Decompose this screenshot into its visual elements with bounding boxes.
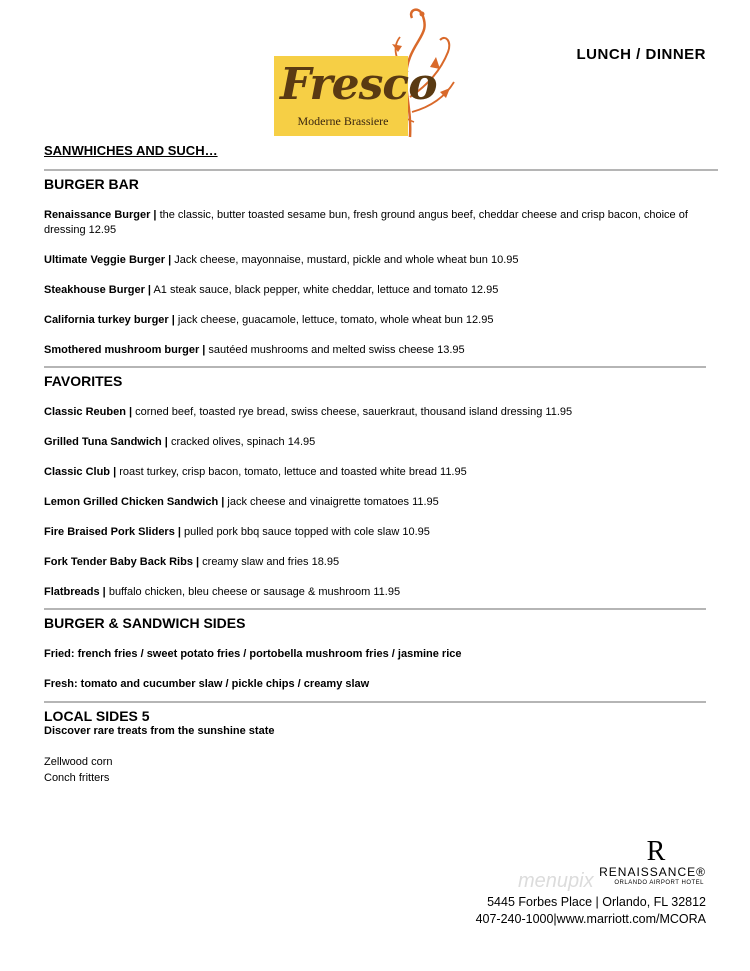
item-name: Flatbreads | bbox=[44, 586, 106, 598]
menu-item bbox=[44, 465, 706, 480]
logo-wordmark: Fresco bbox=[280, 59, 437, 110]
item-name: Fork Tender Baby Back Ribs | bbox=[44, 556, 200, 568]
hotel-contact: 407-240-1000|www.marriott.com/MCORA bbox=[475, 912, 706, 926]
divider bbox=[44, 701, 706, 703]
item-description: buffalo chicken, bleu cheese or sausage & mushroom 11.95 bbox=[105, 586, 401, 598]
item-description: corned beef, toasted rye bread, swiss cheese, sauerkraut, thousand island dressing 11.95 bbox=[132, 406, 573, 418]
item-name: California turkey burger | bbox=[44, 314, 175, 326]
menu-item bbox=[44, 253, 706, 268]
item-description: the classic, butter toasted sesame bun, fresh ground angus beef, cheddar cheese and crisp bacon, choice of dressing 12.95 bbox=[44, 209, 688, 236]
item-name: Classic Club | bbox=[44, 466, 117, 478]
item-description: roast turkey, crisp bacon, tomato, lettuce and toasted white bread 11.95 bbox=[116, 466, 467, 478]
item-name: Ultimate Veggie Burger | bbox=[44, 254, 172, 266]
item-description: Jack cheese, mayonnaise, mustard, pickle and whole wheat bun 10.95 bbox=[171, 254, 519, 266]
divider bbox=[44, 169, 718, 171]
section-heading-sides: BURGER & SANDWICH SIDES bbox=[44, 615, 246, 631]
section-heading-burger-bar: BURGER BAR bbox=[44, 176, 139, 192]
item-name: Grilled Tuna Sandwich | bbox=[44, 436, 168, 448]
item-description: sautéed mushrooms and melted swiss cheese 13.95 bbox=[205, 344, 465, 356]
menu-item bbox=[44, 343, 706, 358]
menu-item bbox=[44, 585, 706, 600]
item-name: Smothered mushroom burger | bbox=[44, 344, 206, 356]
menu-type-title: LUNCH / DINNER bbox=[576, 46, 706, 63]
divider bbox=[44, 608, 706, 610]
item-name: Steakhouse Burger | bbox=[44, 284, 151, 296]
brand-letter: R bbox=[646, 836, 666, 864]
item-name: Classic Reuben | bbox=[44, 406, 133, 418]
menu-item bbox=[44, 555, 706, 570]
menu-item bbox=[44, 435, 706, 450]
watermark: menupix bbox=[518, 870, 594, 892]
item-description: A1 steak sauce, black pepper, white cheddar, lettuce and tomato 12.95 bbox=[151, 284, 499, 296]
brand-subtitle: ORLANDO AIRPORT HOTEL bbox=[614, 880, 704, 886]
fresh-sides-line: Fresh: tomato and cucumber slaw / pickle chips / creamy slaw bbox=[44, 678, 370, 690]
item-description: jack cheese, guacamole, lettuce, tomato, whole wheat bun 12.95 bbox=[174, 314, 494, 326]
item-description: pulled pork bbq sauce topped with cole slaw 10.95 bbox=[180, 526, 430, 538]
logo-tagline: Moderne Brassiere bbox=[297, 114, 389, 128]
menu-item bbox=[44, 313, 706, 328]
item-name: Fire Braised Pork Sliders | bbox=[44, 526, 181, 538]
hotel-address: 5445 Forbes Place | Orlando, FL 32812 bbox=[487, 895, 706, 909]
item-description: jack cheese and vinaigrette tomatoes 11.95 bbox=[224, 496, 439, 508]
section-heading-local-sides: LOCAL SIDES 5 bbox=[44, 708, 150, 724]
item-name: Lemon Grilled Chicken Sandwich | bbox=[44, 496, 225, 508]
renaissance-r-logo-icon bbox=[642, 836, 670, 864]
fresco-logo bbox=[270, 2, 460, 140]
brand-name: RENAISSANCE® bbox=[599, 865, 706, 879]
menu-item bbox=[44, 405, 706, 420]
fried-sides-line: Fried: french fries / sweet potato fries / portobella mushroom fries / jasmine rice bbox=[44, 648, 462, 660]
divider bbox=[44, 366, 706, 368]
item-description: cracked olives, spinach 14.95 bbox=[167, 436, 316, 448]
menu-item bbox=[44, 208, 706, 238]
item-description: creamy slaw and fries 18.95 bbox=[199, 556, 340, 568]
page-title: SANWHICHES AND SUCH… bbox=[44, 143, 218, 158]
item-name: Renaissance Burger | bbox=[44, 209, 157, 221]
list-item: Zellwood corn bbox=[44, 756, 113, 768]
menu-item bbox=[44, 495, 706, 510]
menu-item bbox=[44, 525, 706, 540]
menu-item bbox=[44, 283, 706, 298]
section-heading-favorites: FAVORITES bbox=[44, 373, 123, 389]
list-item: Conch fritters bbox=[44, 772, 110, 784]
local-sides-subheading: Discover rare treats from the sunshine state bbox=[44, 725, 275, 737]
